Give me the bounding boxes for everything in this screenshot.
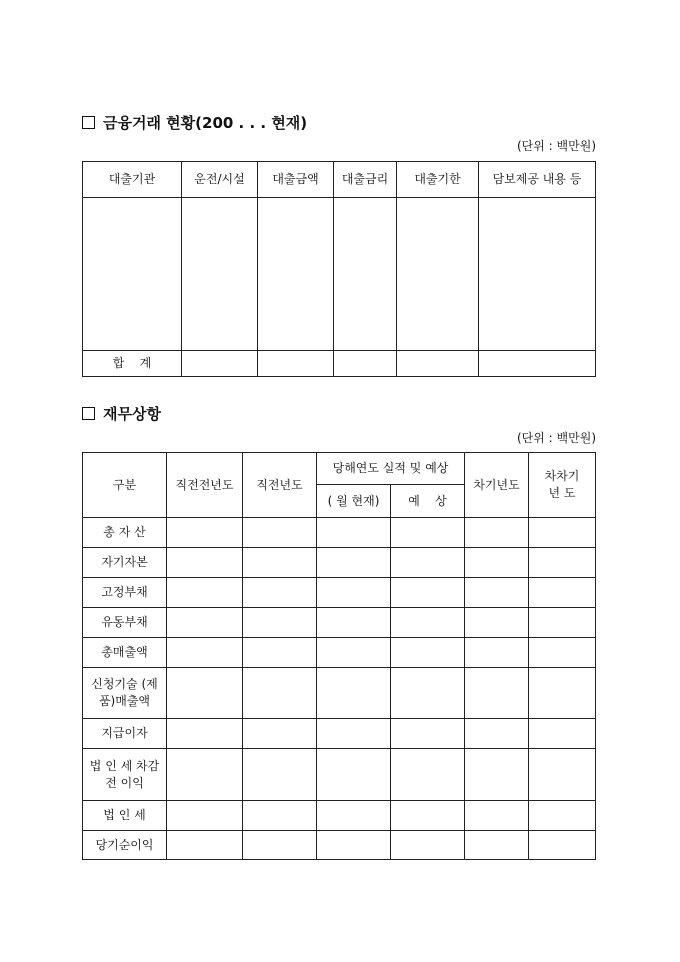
row-label: 유동부채 bbox=[83, 608, 167, 638]
cell[interactable] bbox=[529, 638, 596, 668]
header-prev2: 직전전년도 bbox=[167, 453, 243, 518]
financial-status-table bbox=[82, 452, 596, 860]
cell[interactable] bbox=[243, 719, 317, 749]
header-category: 구분 bbox=[83, 453, 167, 518]
cell[interactable] bbox=[167, 801, 243, 831]
cell[interactable] bbox=[258, 351, 334, 377]
cell[interactable] bbox=[317, 638, 391, 668]
cell[interactable] bbox=[529, 668, 596, 719]
cell[interactable] bbox=[391, 831, 465, 860]
header-cell: 담보제공 내용 등 bbox=[479, 162, 596, 198]
cell[interactable] bbox=[529, 749, 596, 801]
cell[interactable] bbox=[243, 548, 317, 578]
cell[interactable] bbox=[243, 578, 317, 608]
cell[interactable] bbox=[391, 668, 465, 719]
cell[interactable] bbox=[243, 749, 317, 801]
table-row bbox=[83, 749, 596, 801]
cell[interactable] bbox=[317, 801, 391, 831]
cell[interactable] bbox=[317, 668, 391, 719]
cell[interactable] bbox=[465, 719, 529, 749]
header-cell: 대출금액 bbox=[258, 162, 334, 198]
header-row bbox=[83, 162, 596, 198]
cell[interactable] bbox=[334, 198, 397, 351]
cell[interactable] bbox=[529, 578, 596, 608]
cell[interactable] bbox=[479, 198, 596, 351]
cell[interactable] bbox=[391, 638, 465, 668]
cell[interactable] bbox=[167, 518, 243, 548]
cell[interactable] bbox=[167, 668, 243, 719]
cell[interactable] bbox=[397, 198, 479, 351]
table-row bbox=[83, 719, 596, 749]
cell[interactable] bbox=[465, 608, 529, 638]
cell[interactable] bbox=[182, 351, 258, 377]
cell[interactable] bbox=[391, 608, 465, 638]
total-label: 합 계 bbox=[83, 351, 182, 377]
cell[interactable] bbox=[465, 518, 529, 548]
cell[interactable] bbox=[391, 548, 465, 578]
header-cell: 대출금리 bbox=[334, 162, 397, 198]
header-cell: 운전/시설 bbox=[182, 162, 258, 198]
cell[interactable] bbox=[529, 548, 596, 578]
checkbox-icon bbox=[82, 116, 95, 129]
cell[interactable] bbox=[465, 668, 529, 719]
section1-heading bbox=[82, 112, 307, 133]
row-label: 법 인 세 bbox=[83, 801, 167, 831]
row-label: 법 인 세 차감전 이익 bbox=[83, 749, 167, 801]
cell[interactable] bbox=[317, 608, 391, 638]
cell[interactable] bbox=[317, 518, 391, 548]
row-label: 총 자 산 bbox=[83, 518, 167, 548]
cell[interactable] bbox=[317, 831, 391, 860]
cell[interactable] bbox=[167, 608, 243, 638]
cell[interactable] bbox=[243, 801, 317, 831]
header-cell: 대출기관 bbox=[83, 162, 182, 198]
cell[interactable] bbox=[334, 351, 397, 377]
section2-heading bbox=[82, 403, 161, 424]
cell[interactable] bbox=[243, 831, 317, 860]
header-current: 당해연도 실적 및 예상 bbox=[317, 453, 465, 485]
cell[interactable] bbox=[465, 831, 529, 860]
cell[interactable] bbox=[465, 548, 529, 578]
cell[interactable] bbox=[317, 548, 391, 578]
cell[interactable] bbox=[391, 719, 465, 749]
cell[interactable] bbox=[465, 801, 529, 831]
cell[interactable] bbox=[167, 831, 243, 860]
cell[interactable] bbox=[167, 548, 243, 578]
cell[interactable] bbox=[391, 578, 465, 608]
cell[interactable] bbox=[243, 668, 317, 719]
section2-unit: (단위 : 백만원) bbox=[517, 431, 596, 445]
table-row bbox=[83, 831, 596, 860]
table-row bbox=[83, 668, 596, 719]
header-current-forecast: 예 상 bbox=[391, 485, 465, 518]
total-row bbox=[83, 351, 596, 377]
cell[interactable] bbox=[479, 351, 596, 377]
table-row bbox=[83, 548, 596, 578]
checkbox-icon bbox=[82, 407, 95, 420]
body-row bbox=[83, 198, 596, 351]
header-next2: 차차기 년 도 bbox=[529, 453, 596, 518]
finance-table bbox=[82, 161, 596, 377]
cell[interactable] bbox=[317, 719, 391, 749]
cell[interactable] bbox=[167, 719, 243, 749]
table-row bbox=[83, 518, 596, 548]
cell[interactable] bbox=[529, 801, 596, 831]
cell[interactable] bbox=[529, 518, 596, 548]
cell[interactable] bbox=[391, 749, 465, 801]
header-row bbox=[83, 453, 596, 485]
header-cell: 대출기한 bbox=[397, 162, 479, 198]
row-label: 지급이자 bbox=[83, 719, 167, 749]
cell[interactable] bbox=[465, 578, 529, 608]
cell[interactable] bbox=[317, 578, 391, 608]
header-current-actual: ( 월 현재) bbox=[317, 485, 391, 518]
cell[interactable] bbox=[529, 608, 596, 638]
cell[interactable] bbox=[397, 351, 479, 377]
header-next: 차기년도 bbox=[465, 453, 529, 518]
section1-unit: (단위 : 백만원) bbox=[517, 139, 596, 153]
section2-title: 재무상항 bbox=[103, 405, 161, 423]
cell[interactable] bbox=[243, 518, 317, 548]
cell[interactable] bbox=[182, 198, 258, 351]
row-label: 당기순이익 bbox=[83, 831, 167, 860]
cell[interactable] bbox=[258, 198, 334, 351]
cell[interactable] bbox=[83, 198, 182, 351]
table-row bbox=[83, 801, 596, 831]
header-prev1: 직전년도 bbox=[243, 453, 317, 518]
cell[interactable] bbox=[243, 638, 317, 668]
section1-title: 금융거래 현황(200 . . . 현재) bbox=[103, 114, 308, 132]
cell[interactable] bbox=[243, 608, 317, 638]
row-label: 신청기술 (제품)매출액 bbox=[83, 668, 167, 719]
table-row bbox=[83, 638, 596, 668]
cell[interactable] bbox=[465, 749, 529, 801]
cell[interactable] bbox=[529, 831, 596, 860]
row-label: 자기자본 bbox=[83, 548, 167, 578]
cell[interactable] bbox=[167, 578, 243, 608]
table-row bbox=[83, 578, 596, 608]
table-row bbox=[83, 608, 596, 638]
row-label: 총매출액 bbox=[83, 638, 167, 668]
cell[interactable] bbox=[391, 801, 465, 831]
cell[interactable] bbox=[317, 749, 391, 801]
row-label: 고정부채 bbox=[83, 578, 167, 608]
cell[interactable] bbox=[167, 638, 243, 668]
cell[interactable] bbox=[391, 518, 465, 548]
cell[interactable] bbox=[167, 749, 243, 801]
cell[interactable] bbox=[465, 638, 529, 668]
cell[interactable] bbox=[529, 719, 596, 749]
